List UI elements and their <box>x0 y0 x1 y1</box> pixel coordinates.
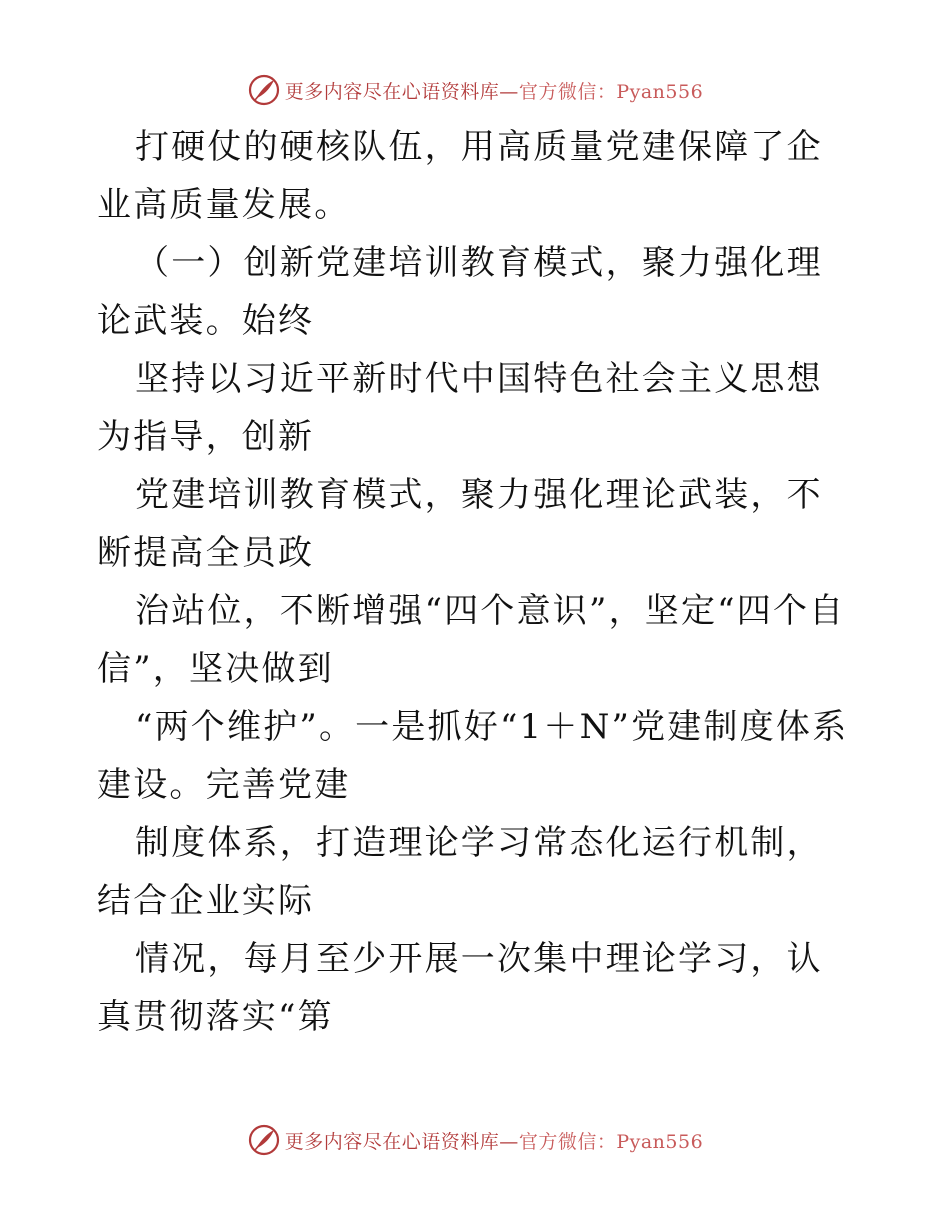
header-watermark-text: 更多内容尽在心语资料库—官方微信：Pyan556 <box>284 80 704 103</box>
paragraph: 打硬仗的硬核队伍，用高质量党建保障了企业高质量发展。 <box>97 127 823 225</box>
paragraph: 制度体系，打造理论学习常态化运行机制，结合企业实际 <box>97 823 823 921</box>
feather-quill-logo-icon <box>247 73 281 107</box>
footer-watermark <box>0 1120 950 1160</box>
paragraph: 党建培训教育模式，聚力强化理论武装，不断提高全员政 <box>97 475 823 573</box>
paragraph: 情况，每月至少开展一次集中理论学习，认真贯彻落实“第 <box>97 939 823 1037</box>
feather-quill-logo-icon <box>247 1123 281 1157</box>
paragraph: “两个维护”。一是抓好“1＋N”党建制度体系建设。完善党建 <box>97 707 849 805</box>
document-body <box>97 118 857 1046</box>
header-watermark <box>0 70 950 110</box>
paragraph: 坚持以习近平新时代中国特色社会主义思想为指导，创新 <box>97 359 823 457</box>
paragraph: 治站位，不断增强“四个意识”，坚定“四个自信”，坚决做到 <box>97 591 846 689</box>
paragraph: （一）创新党建培训教育模式，聚力强化理论武装。始终 <box>97 243 823 341</box>
footer-watermark-text: 更多内容尽在心语资料库—官方微信：Pyan556 <box>284 1130 704 1153</box>
